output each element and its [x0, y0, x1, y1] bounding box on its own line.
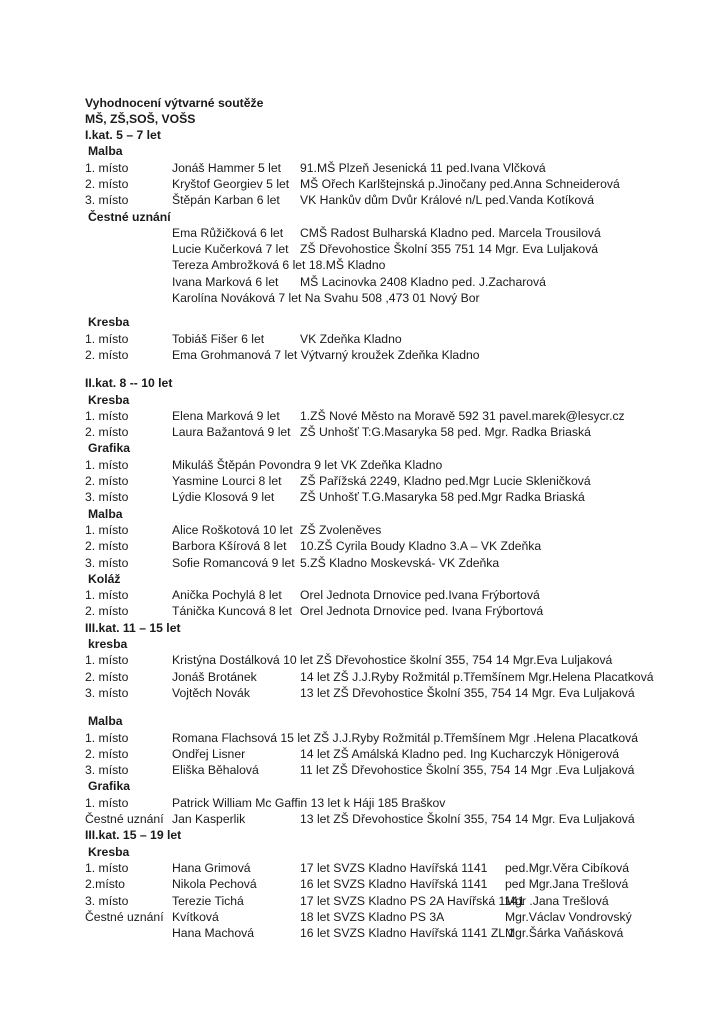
technique-heading: kresba — [88, 637, 128, 651]
award-row — [0, 209, 724, 225]
group-row — [0, 636, 724, 652]
participant-name: Hana Machová — [172, 926, 254, 941]
technique-heading: Grafika — [88, 441, 131, 456]
award-row — [0, 746, 724, 762]
school-info: 16 let SVZS Kladno Havířská 1141 ZL 1 — [300, 926, 515, 941]
participant-name: Patrick William Mc Gaffin 13 let k Háji 185 Braškov — [172, 795, 446, 810]
award-place: 3. místo — [85, 685, 129, 700]
category-row — [0, 375, 724, 391]
award-row — [0, 860, 724, 876]
participant-name: Eliška Běhalová — [172, 763, 259, 778]
award-row — [0, 241, 724, 257]
award-place: 2. místo — [85, 669, 129, 684]
award-row — [0, 925, 724, 941]
title-row — [0, 95, 724, 111]
group-row — [0, 440, 724, 456]
award-place: Čestné uznání — [85, 909, 164, 924]
school-info: 91.MŠ Plzeň Jesenická 11 ped.Ivana Vlčková — [300, 160, 546, 175]
award-place: 1. místo — [85, 331, 129, 346]
award-row — [0, 876, 724, 892]
award-row — [0, 274, 724, 290]
technique-heading: Malba — [88, 144, 123, 159]
award-row — [0, 489, 724, 505]
participant-name: Anička Pochylá 8 let — [172, 588, 282, 603]
technique-heading: Kresba — [88, 392, 130, 407]
participant-name: Štěpán Karban 6 let — [172, 193, 280, 208]
participant-name: Terezie Tichá — [172, 893, 244, 908]
technique-heading: Kresba — [88, 844, 130, 859]
award-place: 2.místo — [85, 877, 125, 892]
award-row — [0, 909, 724, 925]
award-place: 2. místo — [85, 425, 129, 440]
award-row — [0, 603, 724, 619]
school-info: Orel Jednota Drnovice ped.Ivana Frýbortová — [300, 588, 540, 603]
participant-name: Jan Kasperlik — [172, 812, 246, 826]
participant-name: Barbora Kšírová 8 let — [172, 539, 287, 554]
category-row — [0, 620, 724, 636]
school-info: 14 let ZŠ J.J.Ryby Rožmitál p.Třemšínem Mgr.Helena Placatková — [300, 669, 654, 684]
technique-heading: Malba — [88, 506, 123, 521]
award-place: 3. místo — [85, 193, 129, 208]
technique-heading: Kresba — [88, 315, 130, 330]
school-info: ZŠ Unhošť T.G.Masaryka 58 ped.Mgr Radka Briaská — [300, 490, 585, 505]
school-info: 13 let ZŠ Dřevohostice Školní 355, 754 14 Mgr. Eva Luljaková — [300, 685, 635, 700]
subtitle-row — [0, 111, 724, 127]
award-row — [0, 555, 724, 571]
school-info: VK Hankův dům Dvůr Králové n/L ped.Vanda Kotíková — [300, 193, 595, 208]
school-info: ZŠ Zvoleněves — [300, 522, 382, 537]
participant-name: Hana Grimová — [172, 860, 251, 875]
award-place: 3. místo — [85, 555, 129, 570]
school-info: MŠ Ořech Karlštejnská p.Jinočany ped.Anna Schneiderová — [300, 176, 620, 191]
participant-name: Karolína Nováková 7 let Na Svahu 508 ,473 01 Nový Bor — [172, 291, 480, 305]
award-row — [0, 762, 724, 778]
award-row — [0, 652, 724, 668]
award-row — [0, 192, 724, 208]
school-info: MŠ Lacinovka 2408 Kladno ped. J.Zacharová — [300, 274, 546, 289]
award-place: 2. místo — [85, 746, 129, 761]
document-subtitle: MŠ, ZŠ,SOŠ, VOŠS — [85, 112, 196, 126]
award-row — [0, 331, 724, 347]
technique-heading: Malba — [88, 714, 123, 729]
teacher-name: ped Mgr.Jana Trešlová — [505, 877, 629, 892]
award-row — [0, 811, 724, 827]
award-row — [0, 408, 724, 424]
award-row — [0, 290, 724, 306]
award-place: 2. místo — [85, 474, 129, 488]
award-row — [0, 424, 724, 440]
participant-name: Tánička Kuncová 8 let — [172, 604, 292, 619]
participant-name: Yasmine Lourci 8 let — [172, 474, 282, 488]
participant-name: Tereza Ambrožková 6 let 18.MŠ Kladno — [172, 258, 386, 273]
participant-name: Ema Růžičková 6 let — [172, 225, 284, 240]
participant-name: Laura Bažantová 9 let — [172, 425, 291, 440]
award-row — [0, 587, 724, 603]
award-place: 1. místo — [85, 457, 129, 472]
award-place: 2. místo — [85, 176, 129, 191]
technique-heading: Grafika — [88, 779, 131, 794]
school-info: 17 let SVZS Kladno PS 2A Havířská 1141 — [300, 893, 525, 908]
group-row — [0, 571, 724, 587]
school-info: VK Zdeňka Kladno — [300, 331, 402, 346]
participant-name: Mikuláš Štěpán Povondra 9 let VK Zdeňka Kladno — [172, 457, 443, 472]
technique-heading: Koláž — [88, 571, 121, 586]
category-heading: I.kat. 5 – 7 let — [85, 128, 161, 142]
participant-name: Jonáš Hammer 5 let — [172, 160, 282, 175]
award-place: 3. místo — [85, 893, 129, 908]
participant-name: Ema Grohmanová 7 let Výtvarný kroužek Zdeňka Kladno — [172, 347, 480, 362]
participant-name: Kristýna Dostálková 10 let ZŠ Dřevohostice školní 355, 754 14 Mgr.Eva Luljaková — [172, 653, 613, 668]
school-info: Orel Jednota Drnovice ped. Ivana Frýbortová — [300, 604, 544, 619]
category-heading: II.kat. 8 -- 10 let — [85, 376, 173, 391]
award-row — [0, 225, 724, 241]
school-info: 10.ZŠ Cyrila Boudy Kladno 3.A – VK Zdeňka — [300, 539, 542, 554]
category-heading: III.kat. 11 – 15 let — [85, 620, 181, 635]
participant-name: Ondřej Lisner — [172, 746, 246, 761]
participant-name: Sofie Romancová 9 let — [172, 555, 295, 570]
award-row — [0, 795, 724, 811]
school-info: 5.ZŠ Kladno Moskevská- VK Zdeňka — [300, 555, 500, 570]
document-title: Vyhodnocení výtvarné soutěže — [85, 96, 264, 110]
award-place: Čestné uznání — [85, 812, 164, 826]
school-info: 14 let ZŠ Amálská Kladno ped. Ing Kucharczyk Hönigerová — [300, 746, 620, 761]
award-place: 2. místo — [85, 539, 129, 554]
group-row — [0, 143, 724, 159]
teacher-name: Mgr.Šárka Vaňásková — [505, 926, 624, 941]
award-row — [0, 160, 724, 176]
award-row — [0, 347, 724, 363]
participant-name: Romana Flachsová 15 let ZŠ J.J.Ryby Rožmitál p.Třemšínem Mgr .Helena Placatková — [172, 730, 639, 745]
participant-name: Vojtěch Novák — [172, 685, 250, 700]
award-place: 2. místo — [85, 604, 129, 619]
participant-name: Kvítková — [172, 909, 219, 924]
group-row — [0, 392, 724, 408]
participant-name: Ivana Marková 6 let — [172, 274, 279, 289]
award-place: Čestné uznání — [88, 209, 171, 224]
group-row — [0, 314, 724, 330]
award-place: 1. místo — [85, 408, 129, 423]
teacher-name: ped.Mgr.Věra Cibíková — [505, 860, 629, 875]
school-info: 13 let ZŠ Dřevohostice Školní 355, 754 14 Mgr. Eva Luljaková — [300, 812, 635, 826]
award-place: 1. místo — [85, 795, 129, 810]
participant-name: Lucie Kučerková 7 let — [172, 242, 289, 257]
award-place: 3. místo — [85, 490, 129, 505]
school-info: 17 let SVZS Kladno Havířská 1141 — [300, 860, 488, 875]
group-row — [0, 713, 724, 729]
school-info: 1.ZŠ Nové Město na Moravě 592 31 pavel.marek@lesycr.cz — [300, 408, 625, 423]
award-place: 3. místo — [85, 763, 129, 778]
group-row — [0, 778, 724, 794]
award-place: 1. místo — [85, 588, 129, 603]
award-row — [0, 176, 724, 192]
award-place: 1. místo — [85, 522, 129, 537]
participant-name: Elena Marková 9 let — [172, 408, 280, 423]
award-row — [0, 473, 724, 489]
award-place: 1. místo — [85, 730, 129, 745]
award-row — [0, 669, 724, 685]
school-info: 16 let SVZS Kladno Havířská 1141 — [300, 877, 488, 892]
award-row — [0, 685, 724, 701]
school-info: 18 let SVZS Kladno PS 3A — [300, 909, 445, 924]
award-row — [0, 893, 724, 909]
teacher-name: Mgr.Václav Vondrovský — [505, 909, 632, 924]
school-info: ZŠ Dřevohostice Školní 355 751 14 Mgr. Eva Luljaková — [300, 242, 599, 257]
group-row — [0, 506, 724, 522]
category-row — [0, 127, 724, 143]
category-row — [0, 827, 724, 843]
group-row — [0, 844, 724, 860]
school-info: ZŠ Pařížská 2249, Kladno ped.Mgr Lucie Skleničková — [300, 474, 591, 488]
school-info: ZŠ Unhošť T:G.Masaryka 58 ped. Mgr. Radka Briaská — [300, 425, 591, 440]
award-place: 2. místo — [85, 347, 129, 362]
award-row — [0, 257, 724, 273]
category-heading: III.kat. 15 – 19 let — [85, 828, 182, 843]
participant-name: Kryštof Georgiev 5 let — [172, 176, 290, 191]
award-place: 1. místo — [85, 860, 129, 875]
school-info: CMŠ Radost Bulharská Kladno ped. Marcela Trousilová — [300, 225, 601, 240]
award-row — [0, 538, 724, 554]
participant-name: Lýdie Klosová 9 let — [172, 490, 275, 505]
participant-name: Alice Roškotová 10 let — [172, 522, 293, 537]
award-place: 1. místo — [85, 653, 129, 668]
award-row — [0, 457, 724, 473]
award-place: 1. místo — [85, 160, 129, 175]
participant-name: Tobiáš Fišer 6 let — [172, 331, 265, 346]
teacher-name: Mgr .Jana Trešlová — [505, 893, 609, 908]
participant-name: Nikola Pechová — [172, 877, 257, 892]
award-row — [0, 730, 724, 746]
participant-name: Jonáš Brotánek — [172, 669, 257, 684]
school-info: 11 let ZŠ Dřevohostice Školní 355, 754 14 Mgr .Eva Luljaková — [300, 763, 635, 778]
award-row — [0, 522, 724, 538]
